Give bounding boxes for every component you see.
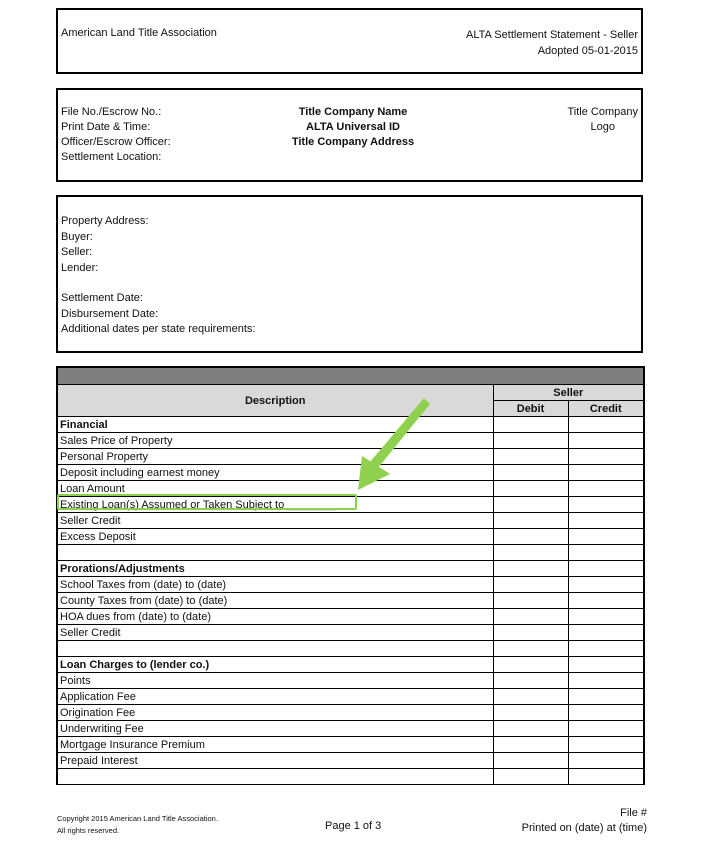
settlement-date-label: Settlement Date: bbox=[61, 292, 143, 304]
row-debit[interactable] bbox=[493, 417, 568, 433]
row-debit[interactable] bbox=[493, 609, 568, 625]
title-company-logo-placeholder bbox=[567, 105, 638, 135]
table-row bbox=[58, 577, 643, 593]
row-debit[interactable] bbox=[493, 641, 568, 657]
debit-header: Debit bbox=[493, 401, 568, 417]
row-credit[interactable] bbox=[568, 625, 643, 641]
highlight-box bbox=[57, 494, 357, 510]
row-debit[interactable] bbox=[493, 769, 568, 785]
lender-label: Lender: bbox=[61, 261, 99, 274]
row-description: Personal Property bbox=[58, 449, 493, 465]
row-description: Seller Credit bbox=[58, 625, 493, 641]
row-description: Financial bbox=[58, 417, 493, 433]
row-description: School Taxes from (date) to (date) bbox=[58, 577, 493, 593]
row-debit[interactable] bbox=[493, 737, 568, 753]
row-credit[interactable] bbox=[568, 529, 643, 545]
row-credit[interactable] bbox=[568, 465, 643, 481]
row-credit[interactable] bbox=[568, 609, 643, 625]
row-description: Deposit including earnest money bbox=[58, 465, 493, 481]
row-debit[interactable] bbox=[493, 577, 568, 593]
row-debit[interactable] bbox=[493, 561, 568, 577]
row-description bbox=[58, 769, 493, 785]
row-description: Points bbox=[58, 673, 493, 689]
row-debit[interactable] bbox=[493, 753, 568, 769]
file-number-label: File # bbox=[620, 807, 647, 819]
alta-universal-id: ALTA Universal ID bbox=[306, 121, 400, 133]
row-debit[interactable] bbox=[493, 705, 568, 721]
file-info-labels bbox=[61, 105, 171, 165]
table-row bbox=[58, 625, 643, 641]
row-debit[interactable] bbox=[493, 465, 568, 481]
table-row bbox=[58, 705, 643, 721]
print-info bbox=[522, 806, 647, 836]
logo-line-1: Title Company bbox=[567, 106, 638, 118]
table-row bbox=[58, 753, 643, 769]
row-credit[interactable] bbox=[568, 513, 643, 529]
adopted-date: Adopted 05-01-2015 bbox=[537, 45, 638, 57]
row-debit[interactable] bbox=[493, 657, 568, 673]
spacer bbox=[61, 276, 255, 291]
form-title-block bbox=[466, 27, 638, 59]
row-credit[interactable] bbox=[568, 689, 643, 705]
row-credit[interactable] bbox=[568, 433, 643, 449]
print-date-label: Print Date & Time: bbox=[61, 121, 151, 133]
settlement-location-label: Settlement Location: bbox=[61, 151, 162, 163]
additional-dates-label: Additional dates per state requirements: bbox=[61, 323, 256, 335]
table-row bbox=[58, 545, 643, 561]
buyer-label: Buyer: bbox=[61, 230, 93, 243]
title-company-name: Title Company Name bbox=[298, 106, 408, 118]
row-description: HOA dues from (date) to (date) bbox=[58, 609, 493, 625]
officer-label: Officer/Escrow Officer: bbox=[61, 136, 171, 148]
row-debit[interactable] bbox=[493, 625, 568, 641]
row-description: Sales Price of Property bbox=[58, 433, 493, 449]
disbursement-date-label: Disbursement Date: bbox=[61, 307, 159, 320]
row-description bbox=[58, 641, 493, 657]
form-title: ALTA Settlement Statement - Seller bbox=[465, 29, 638, 41]
property-info-box bbox=[56, 195, 643, 353]
row-credit[interactable] bbox=[568, 721, 643, 737]
row-debit[interactable] bbox=[493, 721, 568, 737]
row-debit[interactable] bbox=[493, 673, 568, 689]
row-debit[interactable] bbox=[493, 545, 568, 561]
org-name: American Land Title Association bbox=[61, 27, 217, 39]
row-debit[interactable] bbox=[493, 529, 568, 545]
header-box bbox=[56, 8, 643, 74]
row-credit[interactable] bbox=[568, 449, 643, 465]
row-credit[interactable] bbox=[568, 705, 643, 721]
row-debit[interactable] bbox=[493, 593, 568, 609]
row-credit[interactable] bbox=[568, 673, 643, 689]
table-row bbox=[58, 689, 643, 705]
page-number: Page 1 of 3 bbox=[325, 820, 382, 832]
row-description: Excess Deposit bbox=[58, 529, 493, 545]
table-row bbox=[58, 561, 643, 577]
row-description: Seller Credit bbox=[58, 513, 493, 529]
row-debit[interactable] bbox=[493, 449, 568, 465]
seller-label: Seller: bbox=[61, 246, 93, 258]
row-credit[interactable] bbox=[568, 497, 643, 513]
table-row bbox=[58, 593, 643, 609]
copyright-line-2: All rights reserved. bbox=[57, 826, 120, 835]
row-debit[interactable] bbox=[493, 497, 568, 513]
copyright bbox=[57, 813, 218, 837]
logo-line-2: Logo bbox=[590, 121, 615, 133]
row-debit[interactable] bbox=[493, 513, 568, 529]
row-credit[interactable] bbox=[568, 417, 643, 433]
row-description: Prorations/Adjustments bbox=[58, 561, 493, 577]
row-description: Existing Loan(s) Assumed or Taken Subject to ________ bbox=[58, 497, 493, 513]
row-debit[interactable] bbox=[493, 433, 568, 449]
row-debit[interactable] bbox=[493, 689, 568, 705]
property-address-label: Property Address: bbox=[61, 215, 149, 227]
row-credit[interactable] bbox=[568, 545, 643, 561]
title-company-address: Title Company Address bbox=[291, 136, 415, 148]
row-description bbox=[58, 545, 493, 561]
row-description: Prepaid Interest bbox=[58, 753, 493, 769]
credit-header: Credit bbox=[568, 401, 643, 417]
annotation-arrow-icon bbox=[350, 396, 430, 492]
row-description: Loan Amount bbox=[58, 481, 493, 497]
row-credit[interactable] bbox=[568, 641, 643, 657]
table-row bbox=[58, 737, 643, 753]
company-info-box bbox=[56, 88, 643, 182]
row-credit[interactable] bbox=[568, 753, 643, 769]
row-credit[interactable] bbox=[568, 577, 643, 593]
row-credit[interactable] bbox=[568, 657, 643, 673]
row-credit[interactable] bbox=[568, 769, 643, 785]
row-description: Underwriting Fee bbox=[58, 721, 493, 737]
file-no-label: File No./Escrow No.: bbox=[61, 106, 162, 118]
description-header: Description bbox=[58, 385, 493, 417]
title-company-info bbox=[258, 105, 448, 150]
table-header-band bbox=[58, 368, 643, 385]
table-row bbox=[58, 529, 643, 545]
table-row bbox=[58, 513, 643, 529]
table-row bbox=[58, 641, 643, 657]
table-row bbox=[58, 673, 643, 689]
row-description: County Taxes from (date) to (date) bbox=[58, 593, 493, 609]
seller-header: Seller bbox=[493, 385, 643, 401]
row-credit[interactable] bbox=[568, 481, 643, 497]
row-description: Mortgage Insurance Premium bbox=[58, 737, 493, 753]
row-credit[interactable] bbox=[568, 737, 643, 753]
row-debit[interactable] bbox=[493, 481, 568, 497]
row-credit[interactable] bbox=[568, 561, 643, 577]
row-description: Application Fee bbox=[58, 689, 493, 705]
table-row bbox=[58, 609, 643, 625]
row-description: Origination Fee bbox=[58, 705, 493, 721]
table-row bbox=[58, 657, 643, 673]
row-credit[interactable] bbox=[568, 593, 643, 609]
table-row bbox=[58, 721, 643, 737]
row-description: Loan Charges to (lender co.) bbox=[58, 657, 493, 673]
copyright-line-1: Copyright 2015 American Land Title Association. bbox=[57, 814, 218, 823]
printed-on-label: Printed on (date) at (time) bbox=[521, 822, 647, 834]
property-fields bbox=[61, 214, 255, 338]
table-row bbox=[58, 769, 643, 785]
